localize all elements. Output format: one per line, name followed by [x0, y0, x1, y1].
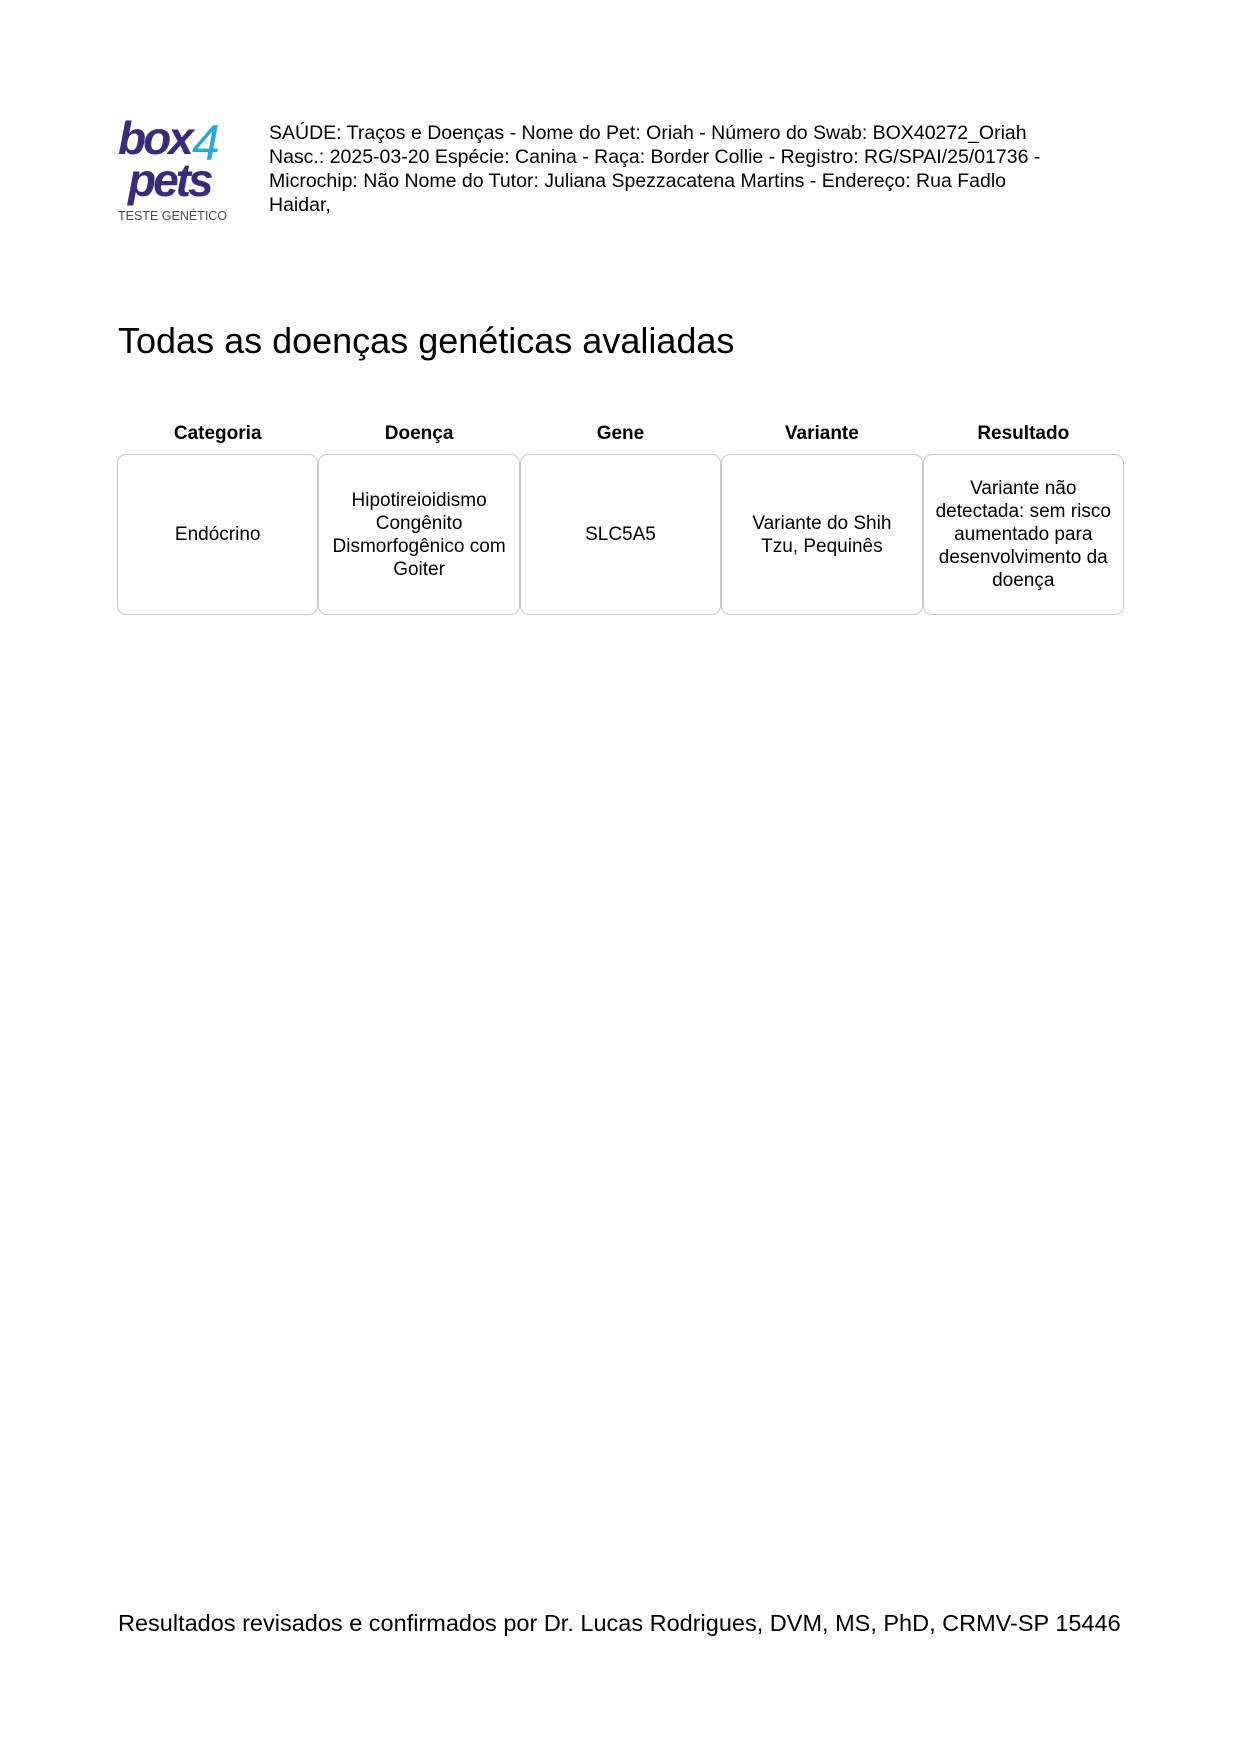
table-row — [117, 454, 1124, 615]
column-header-variante: Variante — [784, 423, 859, 444]
column-header-categoria: Categoria — [173, 423, 262, 444]
logo-text-pets: pets — [128, 154, 211, 206]
cell-categoria: Endócrino — [117, 454, 318, 615]
logo-tagline: TESTE GENÉTICO — [118, 209, 228, 223]
header-line: Microchip: Não Nome do Tutor: Juliana Spezzacatena Martins - Endereço: Rua Fadlo — [269, 170, 1007, 192]
cell-gene: SLC5A5 — [520, 454, 721, 615]
column-header-resultado: Resultado — [977, 423, 1070, 444]
box4pets-logo — [118, 116, 230, 228]
cell-variante: Variante do Shih Tzu, Pequinês — [721, 454, 922, 615]
header-line: SAÚDE: Traços e Doenças - Nome do Pet: Oriah - Número do Swab: BOX40272_Oriah — [269, 122, 1027, 144]
column-header-doenca: Doença — [384, 423, 454, 444]
diseases-table — [117, 414, 1124, 615]
header-line: Nasc.: 2025-03-20 Espécie: Canina - Raça: Border Collie - Registro: RG/SPAI/25/01736 - — [269, 146, 1041, 168]
table-header-row — [117, 414, 1124, 454]
cell-doenca: Hipotireioidismo Congênito Dismorfogênico com Goiter — [318, 454, 519, 615]
report-header — [269, 121, 1109, 217]
logo-text-4: 4 — [192, 116, 220, 171]
section-title: Todas as doenças genéticas avaliadas — [118, 320, 735, 361]
header-line: Haidar, — [269, 194, 331, 216]
logo-text-box: box — [118, 116, 191, 164]
column-header-gene: Gene — [596, 423, 645, 444]
footer-reviewer: Resultados revisados e confirmados por Dr. Lucas Rodrigues, DVM, MS, PhD, CRMV-SP 15446 — [118, 1610, 1121, 1636]
cell-resultado: Variante não detectada: sem risco aumentado para desenvolvimento da doença — [923, 454, 1124, 615]
